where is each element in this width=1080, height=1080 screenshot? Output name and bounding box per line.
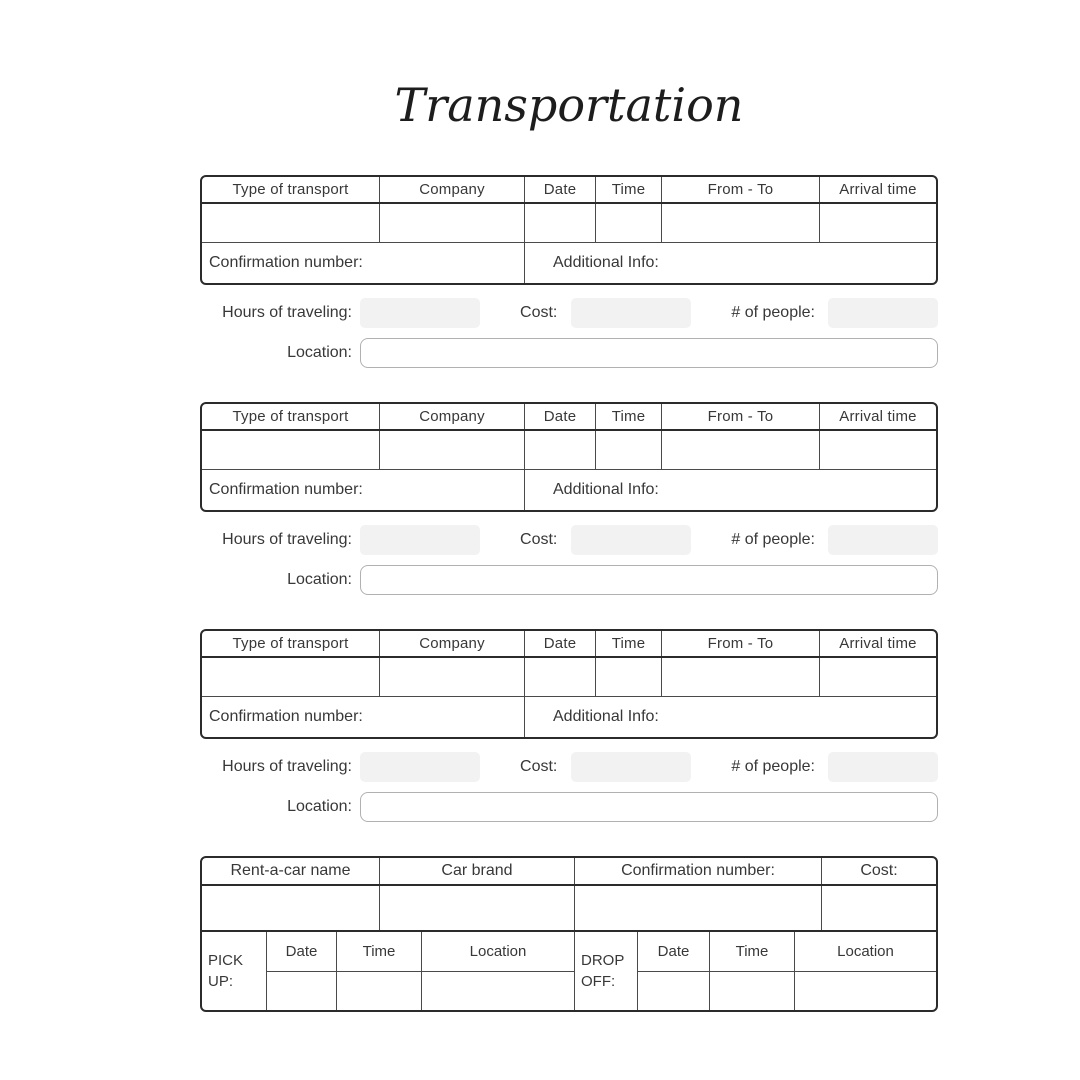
dropoff-label-cell: DROP OFF: xyxy=(575,932,638,1010)
company-entry-cell[interactable] xyxy=(380,658,525,696)
number-of-people-input[interactable] xyxy=(828,525,938,555)
dropoff-time-entry-cell[interactable] xyxy=(710,972,795,1010)
header-arrival-time: Arrival time xyxy=(839,181,917,199)
pickup-date-entry-cell[interactable] xyxy=(267,972,337,1010)
hours-of-traveling-label: Hours of traveling: xyxy=(222,531,352,549)
from-to-entry-cell[interactable] xyxy=(662,431,820,469)
date-entry-cell[interactable] xyxy=(525,431,596,469)
transport-table xyxy=(200,629,938,739)
location-label: Location: xyxy=(287,571,352,589)
location-row xyxy=(200,338,938,368)
header-company: Company xyxy=(380,177,525,202)
dropoff-date-header: Date xyxy=(638,932,710,972)
additional-info-label[interactable]: Additional Info: xyxy=(553,481,659,499)
people-field-group xyxy=(731,752,938,782)
dropoff-time-header: Time xyxy=(710,932,795,972)
transport-block xyxy=(200,629,938,822)
number-of-people-input[interactable] xyxy=(828,752,938,782)
hours-of-traveling-input[interactable] xyxy=(360,752,480,782)
transport-table xyxy=(200,402,938,512)
transport-block xyxy=(200,402,938,595)
pickup-time-header: Time xyxy=(337,932,422,972)
confirmation-row xyxy=(202,243,936,283)
location-row xyxy=(200,565,938,595)
pickup-label-cell: PICK UP: xyxy=(202,932,267,1010)
arrival-time-entry-cell[interactable] xyxy=(820,658,936,696)
cost-field-group xyxy=(520,298,691,328)
inline-fields-row xyxy=(200,525,938,555)
header-from-to: From - To xyxy=(662,177,820,202)
rental-header-row xyxy=(202,858,936,886)
dropoff-date-entry-cell[interactable] xyxy=(638,972,710,1010)
transport-entry-row xyxy=(202,658,936,697)
type-of-transport-entry-cell[interactable] xyxy=(202,204,380,242)
cost-label: Cost: xyxy=(520,304,558,322)
rental-car-table xyxy=(200,856,938,1012)
number-of-people-label: # of people: xyxy=(731,531,815,549)
location-row xyxy=(200,792,938,822)
cost-label: Cost: xyxy=(520,531,558,549)
hours-field-group xyxy=(200,525,480,555)
hours-of-traveling-input[interactable] xyxy=(360,525,480,555)
header-rent-a-car-name: Rent-a-car name xyxy=(202,858,380,884)
header-cost: Cost: xyxy=(860,862,898,880)
header-from-to: From - To xyxy=(662,404,820,429)
time-entry-cell[interactable] xyxy=(596,431,662,469)
pickup-date-header: Date xyxy=(267,932,337,972)
cost-field-group xyxy=(520,752,691,782)
header-date: Date xyxy=(525,404,596,429)
car-brand-entry-cell[interactable] xyxy=(380,886,575,930)
pickup-location-header: Location xyxy=(422,932,575,972)
people-field-group xyxy=(731,298,938,328)
header-arrival-time: Arrival time xyxy=(839,635,917,653)
planner-sheet xyxy=(200,175,938,1012)
location-input[interactable] xyxy=(360,792,938,822)
confirmation-number-label[interactable]: Confirmation number: xyxy=(202,243,525,283)
header-type-of-transport: Type of transport xyxy=(202,404,380,429)
location-input[interactable] xyxy=(360,338,938,368)
location-label: Location: xyxy=(287,344,352,362)
confirmation-number-label[interactable]: Confirmation number: xyxy=(202,697,525,737)
number-of-people-label: # of people: xyxy=(731,304,815,322)
cost-input[interactable] xyxy=(571,752,691,782)
hours-field-group xyxy=(200,752,480,782)
cost-entry-cell[interactable] xyxy=(822,886,936,930)
cost-field-group xyxy=(520,525,691,555)
transport-table xyxy=(200,175,938,285)
hours-of-traveling-input[interactable] xyxy=(360,298,480,328)
header-time: Time xyxy=(596,404,662,429)
transport-header-row xyxy=(202,631,936,658)
confirmation-number-label[interactable]: Confirmation number: xyxy=(202,470,525,510)
header-type-of-transport: Type of transport xyxy=(202,631,380,656)
cost-input[interactable] xyxy=(571,525,691,555)
transport-header-row xyxy=(202,177,936,204)
additional-info-label[interactable]: Additional Info: xyxy=(553,254,659,272)
people-field-group xyxy=(731,525,938,555)
type-of-transport-entry-cell[interactable] xyxy=(202,431,380,469)
from-to-entry-cell[interactable] xyxy=(662,658,820,696)
hours-of-traveling-label: Hours of traveling: xyxy=(222,304,352,322)
arrival-time-entry-cell[interactable] xyxy=(820,431,936,469)
transport-entry-row xyxy=(202,431,936,470)
header-company: Company xyxy=(380,404,525,429)
header-confirmation-number: Confirmation number: xyxy=(575,858,822,884)
header-car-brand: Car brand xyxy=(380,858,575,884)
pickup-dropoff-section xyxy=(202,932,936,1010)
header-arrival-time: Arrival time xyxy=(839,408,917,426)
from-to-entry-cell[interactable] xyxy=(662,204,820,242)
number-of-people-input[interactable] xyxy=(828,298,938,328)
confirmation-number-entry-cell[interactable] xyxy=(575,886,822,930)
header-time: Time xyxy=(596,177,662,202)
location-input[interactable] xyxy=(360,565,938,595)
header-time: Time xyxy=(596,631,662,656)
company-entry-cell[interactable] xyxy=(380,431,525,469)
arrival-time-entry-cell[interactable] xyxy=(820,204,936,242)
transport-entry-row xyxy=(202,204,936,243)
date-entry-cell[interactable] xyxy=(525,204,596,242)
pickup-time-entry-cell[interactable] xyxy=(337,972,422,1010)
time-entry-cell[interactable] xyxy=(596,204,662,242)
type-of-transport-entry-cell[interactable] xyxy=(202,658,380,696)
confirmation-row xyxy=(202,470,936,510)
additional-info-label[interactable]: Additional Info: xyxy=(553,708,659,726)
inline-fields-row xyxy=(200,752,938,782)
cost-input[interactable] xyxy=(571,298,691,328)
header-type-of-transport: Type of transport xyxy=(202,177,380,202)
page-title: Transportation xyxy=(394,78,744,132)
transport-block xyxy=(200,175,938,368)
confirmation-row xyxy=(202,697,936,737)
date-entry-cell[interactable] xyxy=(525,658,596,696)
cost-label: Cost: xyxy=(520,758,558,776)
time-entry-cell[interactable] xyxy=(596,658,662,696)
company-entry-cell[interactable] xyxy=(380,204,525,242)
rental-entry-row xyxy=(202,886,936,932)
hours-of-traveling-label: Hours of traveling: xyxy=(222,758,352,776)
header-date: Date xyxy=(525,631,596,656)
header-date: Date xyxy=(525,177,596,202)
header-company: Company xyxy=(380,631,525,656)
location-label: Location: xyxy=(287,798,352,816)
dropoff-location-header: Location xyxy=(795,932,936,972)
dropoff-location-entry-cell[interactable] xyxy=(795,972,936,1010)
number-of-people-label: # of people: xyxy=(731,758,815,776)
hours-field-group xyxy=(200,298,480,328)
rent-a-car-name-entry-cell[interactable] xyxy=(202,886,380,930)
transport-header-row xyxy=(202,404,936,431)
transport-blocks xyxy=(200,175,938,822)
header-from-to: From - To xyxy=(662,631,820,656)
pickup-location-entry-cell[interactable] xyxy=(422,972,575,1010)
inline-fields-row xyxy=(200,298,938,328)
